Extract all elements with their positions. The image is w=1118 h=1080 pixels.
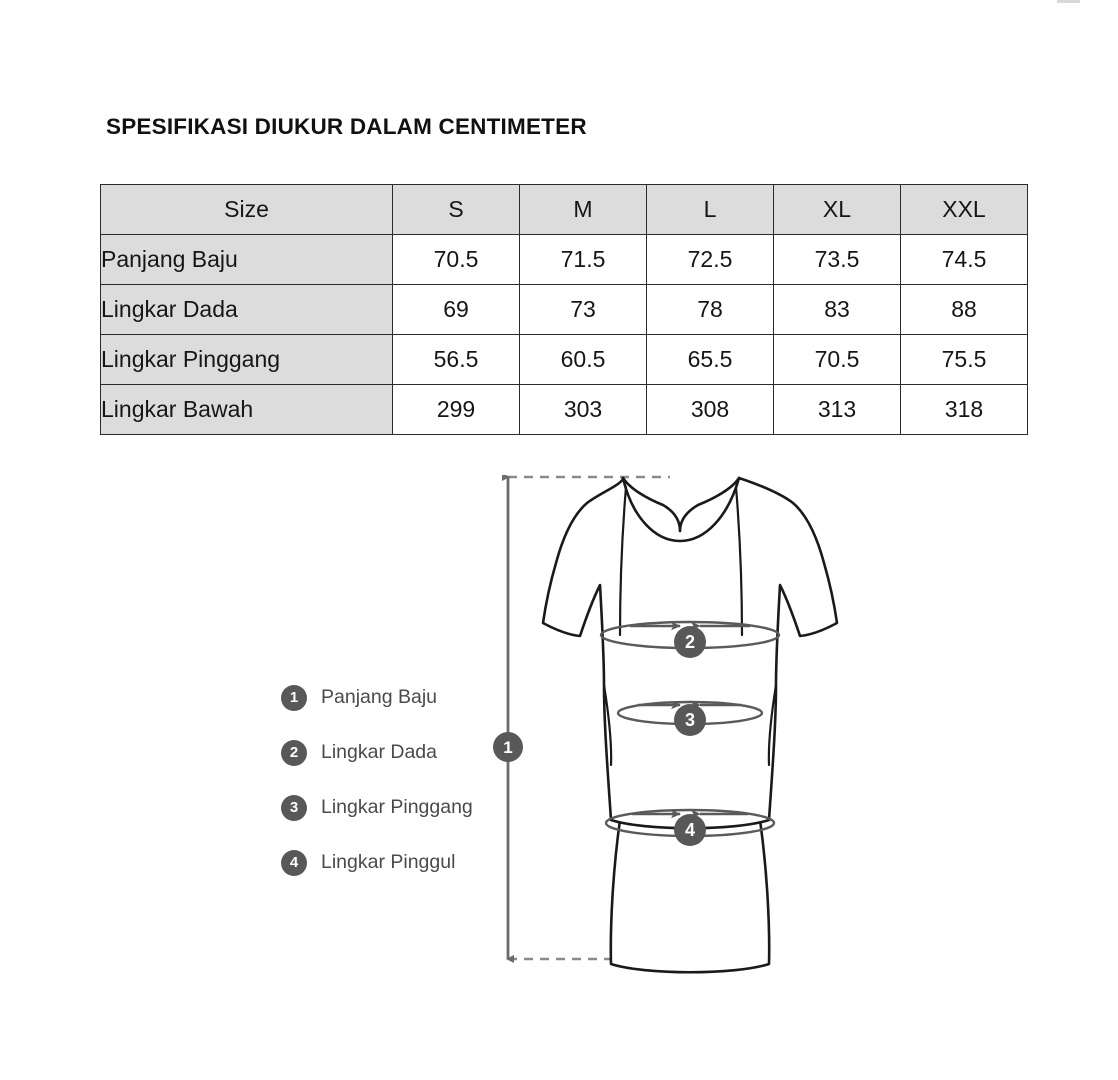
cell-value: 308 bbox=[647, 385, 774, 435]
cell-value: 75.5 bbox=[901, 335, 1028, 385]
legend-badge-1: 1 bbox=[281, 685, 307, 711]
legend-badge-2: 2 bbox=[281, 740, 307, 766]
legend-label-3: Lingkar Pinggang bbox=[321, 796, 473, 818]
cell-value: 88 bbox=[901, 285, 1028, 335]
page-title: SPESIFIKASI DIUKUR DALAM CENTIMETER bbox=[106, 114, 587, 139]
cell-value: 73.5 bbox=[774, 235, 901, 285]
legend-badge-3: 3 bbox=[281, 795, 307, 821]
column-header-xl: XL bbox=[774, 185, 901, 235]
legend-label-4: Lingkar Pinggul bbox=[321, 851, 456, 873]
column-header-size: Size bbox=[101, 185, 393, 235]
row-label: Panjang Baju bbox=[101, 235, 393, 285]
measurement-diagram bbox=[0, 455, 1118, 1080]
column-header-xxl: XXL bbox=[901, 185, 1028, 235]
cell-value: 65.5 bbox=[647, 335, 774, 385]
cell-value: 69 bbox=[393, 285, 520, 335]
cell-value: 303 bbox=[520, 385, 647, 435]
table-row bbox=[101, 235, 1028, 285]
cell-value: 70.5 bbox=[393, 235, 520, 285]
cell-value: 71.5 bbox=[520, 235, 647, 285]
cell-value: 60.5 bbox=[520, 335, 647, 385]
legend-item-lingkar-pinggul bbox=[281, 835, 511, 890]
row-label: Lingkar Dada bbox=[101, 285, 393, 335]
column-header-m: M bbox=[520, 185, 647, 235]
legend-item-lingkar-pinggang bbox=[281, 780, 511, 835]
column-header-l: L bbox=[647, 185, 774, 235]
waist-marker-number: 3 bbox=[684, 710, 696, 730]
measurement-legend bbox=[281, 670, 511, 890]
legend-label-1: Panjang Baju bbox=[321, 686, 438, 708]
table-row bbox=[101, 285, 1028, 335]
dress-illustration bbox=[480, 475, 900, 1055]
cell-value: 70.5 bbox=[774, 335, 901, 385]
table-row bbox=[101, 385, 1028, 435]
hip-marker-number: 4 bbox=[684, 820, 696, 840]
cell-value: 318 bbox=[901, 385, 1028, 435]
size-chart-table bbox=[100, 184, 1028, 435]
cell-value: 74.5 bbox=[901, 235, 1028, 285]
table-header-row bbox=[101, 185, 1028, 235]
length-marker-number: 1 bbox=[503, 738, 513, 757]
bust-marker-number: 2 bbox=[684, 632, 696, 652]
cell-value: 78 bbox=[647, 285, 774, 335]
cell-value: 299 bbox=[393, 385, 520, 435]
cell-value: 83 bbox=[774, 285, 901, 335]
table-row bbox=[101, 335, 1028, 385]
legend-label-2: Lingkar Dada bbox=[321, 741, 437, 763]
legend-item-panjang-baju bbox=[281, 670, 511, 725]
row-label: Lingkar Pinggang bbox=[101, 335, 393, 385]
column-header-s: S bbox=[393, 185, 520, 235]
length-measure-group bbox=[493, 732, 523, 762]
top-bar-fragment bbox=[1057, 0, 1080, 3]
cell-value: 56.5 bbox=[393, 335, 520, 385]
legend-item-lingkar-dada bbox=[281, 725, 511, 780]
cell-value: 72.5 bbox=[647, 235, 774, 285]
cell-value: 73 bbox=[520, 285, 647, 335]
row-label: Lingkar Bawah bbox=[101, 385, 393, 435]
content-block bbox=[100, 96, 1027, 139]
cell-value: 313 bbox=[774, 385, 901, 435]
legend-badge-4: 4 bbox=[281, 850, 307, 876]
